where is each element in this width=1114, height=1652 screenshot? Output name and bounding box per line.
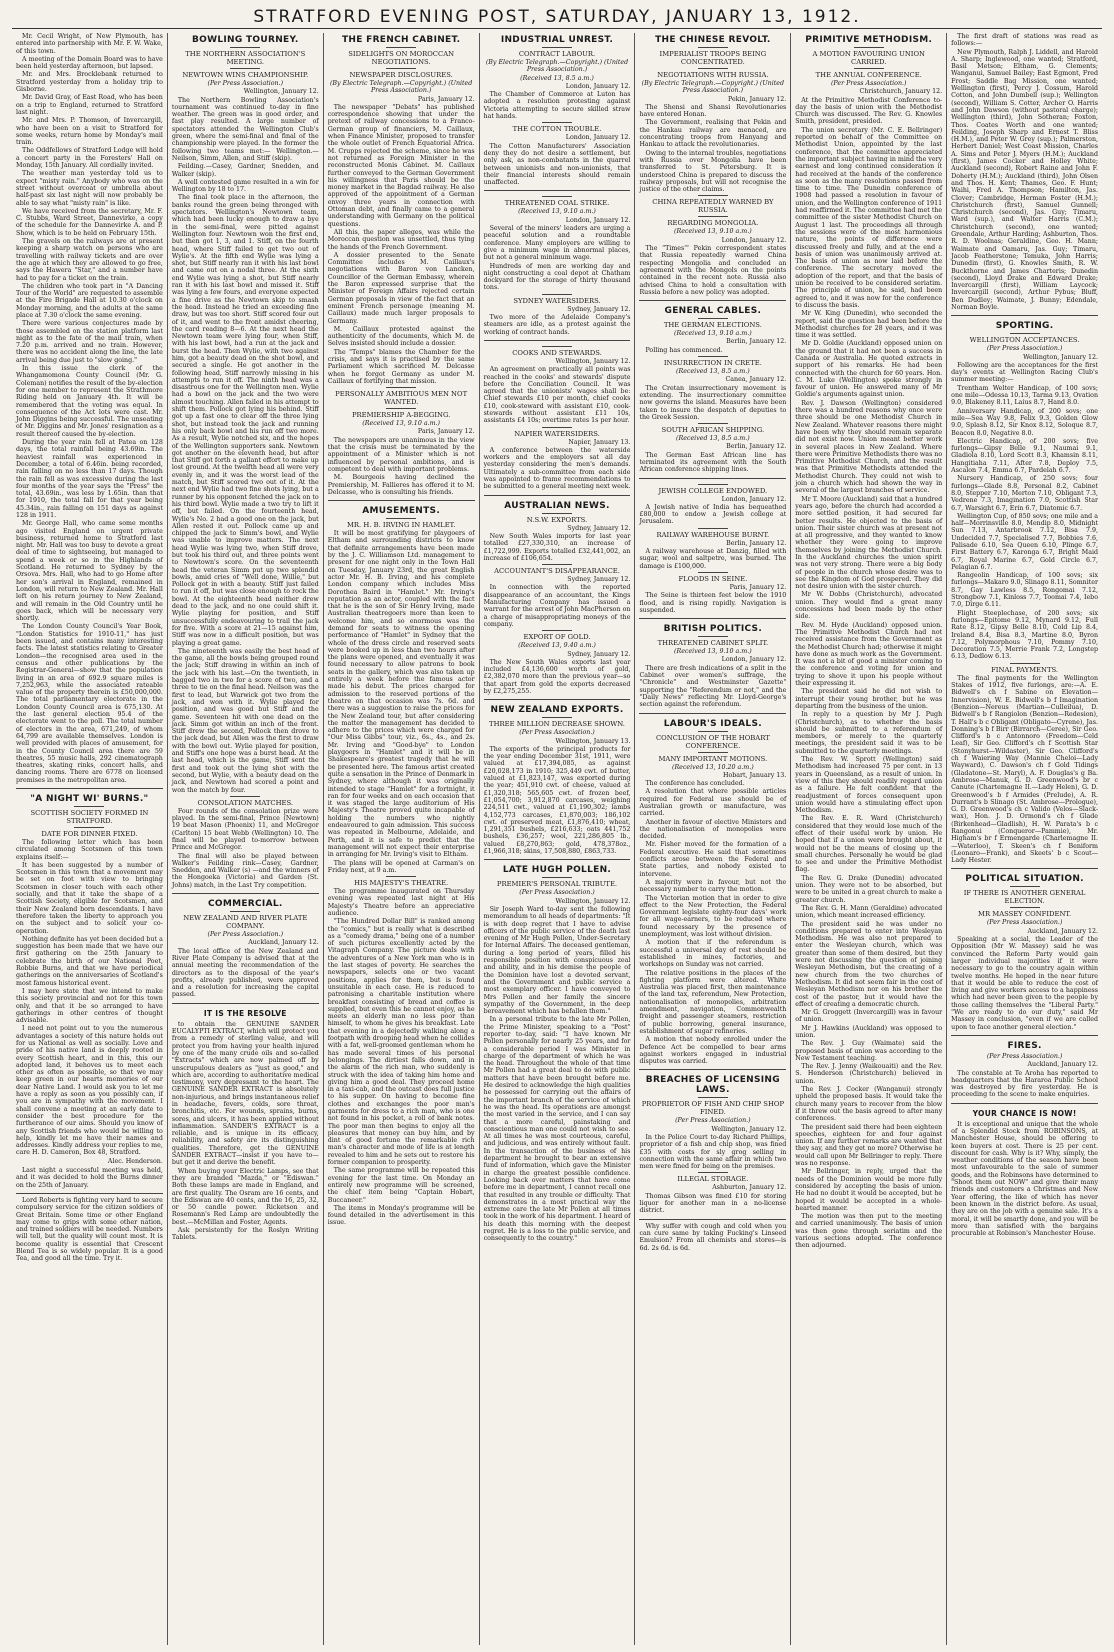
subheadline: THE COTTON TROUBLE. [484,122,631,133]
wire-credit: (Per Press Association.) [519,729,595,737]
subheadline: ILLEGAL STORAGE. [639,1172,786,1183]
dateline: Paris, January 12. [417,428,475,436]
dateline: Sydney, January 12. [567,650,631,658]
paragraph: It is exceptional and unique that the whole of a Splendid Stock from ROBINSONS, at Manchester House, should be offering to keen buyers at cost. There is 25 per cent. discount for cash. Why is it? Why, simply, the weather conditions of the season have been most unfavourable to the sale of summer goods, and the Robinsons have determined to "Shoot them out NOW" and give their many friends and customers a Christmas and New Year offering, the like of which has never been known in the district before. As usual, they are on the job with a genuine sale. It's a moral, it will be smartly done, and you will be more than satisfied with the bargains procurable at Robinson's Manchester House. [951,1120,1099,1238]
paragraph: New South Wales imports for last year totalled £27,330,310, an increase of £1,722,999. Exports totalled £32,441,002, an increase of £106,654. [483,532,631,562]
subheadline: A MOTION FAVOURING UNION CARRIED. [795,47,942,66]
paragraph: The Cotton Manufacturers' Association deny they do not desire a settlement, but only ask, as non-combatants in the quarrel between unionists and non-unionists, that their financial interests should remain unaffected. [483,142,631,187]
subheadline: SYDNEY WATERSIDERS. [484,294,631,305]
paragraph: In reply to a question by Mr J. Pugh (Christchurch), as to whether the basis should be submitted to a referendum of members, or merely to the quarterly meetings, the president said it was to be submitted to the quarterly meetings. [795,711,943,755]
paragraph: In this issue the clerk of the Whangamomona County Council (Mr. G. Coleman) notifies the result of the by-election for one member to represent the Strathmore Riding held on January 4th. It will be remembered that the voting was equal. In consequence of the Act lots were cast. Mr. John Diggins being successful. The unseating of Mr. Diggins and Mr. Jones' resignation as a result thereof caused the by-election. [16,365,163,438]
paragraph: Nursery Handicap, of 250 sovs; four furlongs—Glade 8.8, Personal 8.2, Cabinet 8.0, Stepper 7.10, Merton 7.10, Obligant 7.3, Vedrene 7.3, Imagination 7.0, Scottish Star 6.7, Warsight 6.7, Erin 6.7, Diatomic 6.7. [951,475,1099,512]
wire-credit: (Per Press Association.) [207,931,284,939]
paragraph: Feilding.—Casey, Gardner, Snedden, and Walker (skip). [171,163,319,178]
column-5 [635,33,791,1645]
paragraph: The "Times'" Pekin correspondent states that Russia repeatedly warned China respecting Mongolia and concluded an agreement with the Mongols on the points contained in the recent note. Russia also advised China to hold a consultation with Russia before a new policy was adopted. [639,245,787,296]
dateline: Auckland, January 12. [248,939,319,947]
paragraph: The Rev. G. Drake (Dunedin) advocated union. They were not to be absorbed, but were to be united in a great church to make a greater church. [795,874,943,904]
subheadline: RAILWAY WAREHOUSE BURNT. [639,528,786,539]
subheadline: THREE MILLION DECREASE SHOWN. [484,717,631,728]
wire-credit: (By Electric Telegraph.—Copyright.) (United Press Association.) [329,80,473,95]
subheadline: THE GERMAN ELECTIONS. [639,318,786,329]
paragraph: The constable at Te Aroha has reported to headquarters that the Hararoa Public School was destroyed by fire yesterday. He is proceeding to the scene to make enquiries. [951,1069,1099,1099]
column-6 [791,33,947,1645]
paragraph: Wellington Cup, of 850 sovs; one mile and a half—Morrinsville 8.0, Mendip 8.0, Midnight Sun 7.13, Antarbrook 7.12, Bisa 7.9, Undecided 7.7, Specialised 7.7, Bobbies 7.6, Palisade 6.10, Sea Queen 6.10, Plinge 6.7, First Battery 6.7, Karonga 6.7, Bright Maid 6.7, Royal Marine 6.7, Gold Circle 6.7, Pelagian 6.7. [951,512,1099,571]
dateline: Auckland, January 12. [1027,1061,1099,1069]
paragraph: A meeting of the Domain Board was to have been held yesterday afternoon, but lapsed. [16,55,163,71]
article [484,699,631,855]
dateline: Sydney, January 12. [567,576,631,584]
headline: BREACHES OF LICENSING LAWS. [645,1075,780,1096]
paragraph: The president said he did not wish to interrupt their young brother, but he was departing from the business of the union. [795,688,943,710]
paragraph: There were various conjectures made by those assembled on the station platform last night as to the fate of the mail train, when 7.20 p.m. arrived and no train. However, there was no accident along the line, the late arrival being due just to "slow going." [16,320,163,364]
wire-credit: (By Electric Telegraph.—Copyright.) (United Press Association.) [641,80,785,95]
paragraph: The Rev. J. Cocker (Wanganui) strongly upheld the proposed basis. It would take the church many years to recover from the blow if it threw out the basis agreed to after many conferences. [795,1086,943,1123]
paragraph: A Jewish native of India has bequeathed £80,000 to endow a Jewish college at Jerusalem. [639,503,787,526]
wire-credit: (Received 13, 9.10 a.m.) [674,648,752,656]
subheadline: MANY IMPORTANT MOTIONS. [639,752,786,763]
headline: AUSTRALIAN NEWS. [504,500,610,511]
subheadline: PERSONALLY AMBITIOUS MEN NOT WANTED. [328,387,475,406]
paragraph: The union secretary (Mr. C. E. Bellringer) reported on behalf of the Committee on Methodist Union, appointed by the last conference, that the committee appreciated the important subject having in mind the very earnest and long continued consideration it had received at the hands of the conference as soon as the many resolutions passed from time to time. The Dunedin conference of 1908 had passed a resolution in favour of union, and the Wellington conference of 1911 had reaffirmed it. The committee had met the committee of the sister Methodist Church on August 1 last. The proceedings all through the sessions were of the most harmonious nature, the points of difference were discussed freely and fully, and at the end a basis of union was unanimously arrived at. The basis of union as now laid before the conference. The secretary moved the adoption of the report, and that the basis of union be received to be considered seriatim. The principle of union, he said, had been agreed to, and it was now for the conference to discuss the basis. [795,126,943,309]
signature: Alec. Henderson. [107,1157,163,1165]
paragraph: The Northern Bowling Association's tournament was continued to-day in fine weather. The green was in good order, and fast play resulted. A large number of spectators attended the Wellington Club's green, where the semi-final and final of the championship were played. In the former the following two teams met:— Wellington.—Neilson, Simm, Allen, and Stiff (skip). [171,96,319,162]
wire-credit: (Received 13, 9.10 a.m.) [674,228,752,236]
subheadline: IMPERIALIST TROOPS BEING CONCENTRATED. [639,47,786,66]
paragraph: A dossier presented to the Senate Committee includes M. Caillaux's negotiations with Baron von Lancken, Councillor of the German Embassy, wherein the Baron expressed surprise that the Minister of Foreign Affairs rejected certain German proposals in view of the fact that an eminent French personage (meaning M. Caillaux) made much larger proposals to Germany. [327,251,475,325]
dateline: Berlin, January 12. [726,338,787,346]
paragraph: Sir Joseph Ward to-day sent the following memorandum to all heads of departments: "It is with deep regret that I have to advise officers of the public service of the death last evening of Mr Hugh Pollen, Under-Secretary for Internal Affairs. The deceased gentleman, during a long period of years, filled his responsible position with conspicuous zeal and ability, and in his demise the people of the Dominion have lost a devoted servant, and the Government and public service a most exemplary officer. I have conveyed to Mrs Pollen and her family the sincere sympathy of the Government, in the deep bereavement which has befallen them." [483,905,631,1016]
paragraph: The German East African line has terminated its agreement with the South African conference shipping lines. [639,451,787,474]
article [16,1193,163,1263]
subheadline: HIS MAJESTY'S THEATRE. [328,876,475,887]
wire-credit: (Per Press Association.) [830,80,907,87]
dateline: Wellington, January 12. [555,897,631,905]
headline: COMMERCIAL. [207,899,283,910]
paragraph: Rev. J. Dawson (Wellington) considered there was a hundred reasons why once were three should be one Methodist Church in New Zealand. Whatever reasons there might have been why they should remain separate did not exist now. Union meant better work in several places in New Zealand. Where there were Primitive Methodists there was no Primitive Methodist Church, and the result was that Primitive Methodists attended the Methodist Church. They could not wish to join a church which had shown the way in several of the largest branches of service. [795,399,943,495]
subheadline: FINAL PAYMENTS. [951,663,1098,674]
paragraph: Nothing definite has yet been decided but a suggestion has been made that we have our first gathering on the 25th January to celebrate the birth of our National Poet, Robbie Burns, and that we have periodical gatherings on the anniversaries of Scotland's most famous historical event. [16,935,163,987]
masthead: STRATFORD EVENING POST, SATURDAY, JANUARY 13, 1912. [12,6,1102,29]
subheadline: THE NORTHERN ASSOCIATION'S MEETING. [172,47,319,66]
paragraph: The New South Wales exports last year included £4,136,600 worth of gold, £2,382,070 more than the previous year—so that apart from gold the exports decreased by £2,275,255. [483,658,631,695]
headline: YOUR CHANCE IS NOW! [972,1108,1077,1118]
column-3 [324,33,480,1645]
paragraph: Mr G. Groggett (Invercargill) was in favour of union. [795,1009,943,1024]
article [951,33,1098,311]
paragraph: Why suffer with cough and cold when you can cure same by taking Fucking's Linseed Emulsion? From all chemists and stores—is 6d. 2s 6d. is 6d. [639,1222,787,1252]
subheadline: SCOTTISH SOCIETY FORMED IN STRATFORD. [16,806,163,825]
subheadline: CONCLUSION OF THE HOBART CONFERENCE. [639,731,786,750]
subheadline: NEGOTIATIONS WITH RUSSIA. [639,68,786,79]
dateline: London, January 12. [721,495,787,503]
article [484,340,631,491]
paragraph: I may here state that we intend to make this society provincial and not for this town only, and that it be so arranged to have gatherings in other centres of thought advisable. [16,987,163,1025]
paragraph: Anniversary Handicap, of 200 sovs; one mile—Sea Way 9.8, Felix 9.3, Golden Glow 9.0, Splash 8.12, Sir Knox 8.12, Soloque 8.7, Beacon 8.0, Negative 8.0. [951,407,1099,437]
paragraph: The Chamber of Commerce at Luton has adopted a resolution protesting against Victoria attempting to secure skilled straw hat hands. [483,91,631,121]
subheadline: FLOODS IN SEINE. [639,572,786,583]
paragraph: An agreement on practically all points was reached in the cooks' and stewards' dispute before the Conciliation Council. It was agreed that the unionists' wages shall be: Chief stewards £10 per month, chief cooks £10, cook-steward with assistant £10, cook-stewards without assistant £11 10s, assistants £4 10s; overtime rates 1s per hour. [483,366,631,425]
paragraph: In the Police Court to-day Richard Phillips, proprietor of a fish and chip shop, was fined £35 with costs for sly grog selling in connection with the same affair in which two men were fined for being on the premises. [639,1133,787,1171]
paragraph: Mr. Fisher moved for the formation of a Federal executive. He said that sometimes conflicts arose between the Federal and State parties, and nobody existed to intervene. [639,841,787,878]
paragraph: Trentham Welter Handicap, of 100 sovs; one mile—Odessa 10.13, Tarma 9.13, Ovation 9.0, Blakeney 8.11, Laius 8.7, Hand 8.0. [951,384,1099,407]
paragraph: The Seine is thirteen feet below the 1910 flood, and is rising rapidly. Navigation is suspended. [639,592,787,614]
article [951,315,1098,864]
headline: SPORTING. [995,321,1054,332]
dateline: Napier, January 13. [568,438,631,446]
paragraph: Rangeolin Handicap, of 100 sovs; six furlongs—Makaro 9.0, Slinago 8.11, Somniter 8.7, Gay Lawless 8.5, Rongomai 7.12, Strongbow 7.1, Kinloss 7.7, Toomai 7.4, Iebo 7.0, Dirge 6.11. [951,572,1099,609]
dateline: Christchurch, January 12. [859,88,943,96]
wire-credit: (Per Press Association.) [986,919,1063,927]
wire-credit: (Per Press Association.) [675,1117,751,1125]
paragraph: Mr. Cecil Wright, of New Plymouth, has entered into partnership with Mr. F. W. Wake, of this town. [16,33,163,55]
paragraph: The Shensi and Shansi Revolutionaries have entered Honan. [639,103,787,119]
subheadline: DATE FOR DINNER FIXED. [16,827,163,838]
headline: LABOUR'S IDEALS. [663,718,762,729]
subheadline: PREMIERSHIP A-BEGGING. [328,408,475,419]
headline: BRITISH POLITICS. [663,624,763,635]
paragraph: New Plymouth, Ralph J. Liddell, and Harold A. Sharp; Inglewood, one wanted; Stratford, Basil Metson; Eltham, G. Clements; Wanganui, Samuel Bailey; East Egmont, Fred Frost; Saddle Bag Mission, one wanted; Wellington (first), Percy J. Cossum, Harold Cotton, and John Dumbell (sup.); Wellington (second), William S. Cotter, Archer O. Harris and John Dawson (without pastoral charge); Wellington (third), John Sotheran; Foxton, Thos. Coates Worth and one wanted; Feilding, Joseph Sharp and Ernest T. Bliss (H.M.), and Peter W. Grey (sup.); Palmerston, Herbert Daniel; West Coast Mission, Charles A. Sims and Peter J. Myers (H.M.); Auckland (first), James Cocker and Holley White; Auckland (second), Robert Raine and John F. Doherty (H.M.); Auckland (third), John Olsen and Thos. H. Kent; Thames, Geo. F. Hunt; Waihi, Fred A. Thompson; Hamilton, Jas. Clover; Cambridge, Herman Foster (H.M.); Christchurch (first), Samuel Gunnell; Christchurch (second), Jas. Guy; Timaru, Ward (sup.), and Walter Harris (C.M.); Christchurch (second), one wanted; Greendale, Arthur Harding; Ashburton, Thos. R. D. Woolnas; Geraldine, Geo. H. Mann; Waimate and Oamaru, Jas. Guy; Timaru, Jacob Featherstone; Temuka, John Harris; Dunedin (first), G. Knowles Smith, R. W. Buckthorne and James Charteris; Dunedin (second), Lloyd Drake and Edward Drake; Invercargill (first), William Laycock; Invercargill (second), Arthur Pybus; Bluff, Ben Dudley; Waimate, J. Bunny; Edendale, Norman Boyle. [951,48,1099,311]
dateline: Berlin, January 12. [726,539,787,547]
paragraph: The London County Council's Year Book, "London Statistics for 1910-11," has just been issued, and contains many interesting facts. The latest statistics relating to Greater London—the recognised area used in the census and other publications by the Registrar-General—show that the population living in an area of 692.9 square miles is 7,252,963, while the associated rateable value of the property therein is £50,000,000. The total parliamentary electorate in the London County Council area is 675,130. At the last general election 95.4 of the electorate went to the poll. The total number of electors in the area, 671,249, of whom 64,799 are available themselves. London is well provided with places of amusement, for in the County Council area there are 59 theatres, 55 music halls, 292 cinematograph theatres, skating rinks, concert halls, and dancing rooms. There are 6778 on licensed premises in the metropolitan area. [16,623,163,784]
wire-credit: (Received 13, 10.20 a.m.) [671,763,754,771]
paragraph: Mr. David Gray, of East Road, who has been on a trip to England, returned to Stratford last night. [16,94,163,116]
paragraph: A conference between the waterside workers and the employers sat all day yesterday considering the men's demands. Ultimately a sub-committee from each side was appointed to frame recommendations to be submitted to a general meeting next week. [483,446,631,491]
article [484,859,631,1242]
paragraph: The nineteenth was easily the best head of the game, all the bowls being grouped round the jack; Stiff drawing in within an inch of the jack with his last.—On the twentieth, in bagged two in two for a score of two, and a three to tie on the final head. Neilson was the first to lead, but Warwick got two from the jack, and won with it. Wylie played for position, and was good but Stiff and the game. Seventeen hit with one dead on the jack. Simm got within an inch of the front. Stiff drew the second, Pollock then drove to the jack dead, but Allen was the first to draw with the bowl out. Wylie played for position, and Stiff's one hope was a burst head. At the last head, which is the game, Stiff sent the first and took out the lying shot with the second, but Wylie, with a beauty dead on the jack, and Newtown had scored a point and won the match by four. [171,647,319,794]
subheadline: ACCOUNTANT'S DISAPPEARANCE. [484,564,631,575]
subheadline: CHINA REPEATEDLY WARNED BY RUSSIA. [639,195,786,214]
subheadline: PREMIER'S PERSONAL TRIBUTE. [484,877,631,888]
paragraph: Mr T. Moore (Auckland) said that a hundred years ago, before the church had accorded a more settled position, it had secured far better results. He objected to the basis of union. Their sister church was at present not at all progressive, and they wanted to know whether they were going to improve themselves by joining the Methodist Church. In the Auckland churches the union spirit was not very strong. There were a big body of people in the church whose desire was to see the Kingdom of God prospered. They did not desire union with the sister church. [795,495,943,591]
paragraph: The newspaper "Debats" has published correspondence showing that under the pretext of railway concessions to a Franco-German group of financiers, M. Caillaux, when Finance Minister, proposed to transfer the whole outlet of French Equatorial Africa. M. Crupps rejected the scheme, since he was not returned as Foreign Minister in the reconstructed Monis Cabinet. M. Caillaux further conveyed to the German Government his willingness that Paris should be the money market in the Bagdad railway. He also approved of the appointment of a German envoy three years in connection with Ottoman debt, and finally came to a general understanding with Germany on the political questions. [327,103,475,228]
paragraph: The following letter which has been circulated among Scotsmen of this town explains itself:— [16,838,163,861]
subheadline: NAPIER WATERSIDERS. [484,427,631,438]
paragraph: In a personal tribute to the late Mr Pollen, the Prime Minister, speaking to a "Post" reporter to-day, said: "I have known Mr Pollen personally for nearly 25 years, and for a considerable period I was Minister in charge of the department of which he was the head. Throughout the whole of that time Mr Pollen had a great deal to do with public matters that have been brought before me. He desired to acknowledge the high qualities he possessed for carrying out the affairs of the important branch of the service of which he was the head. Its operations are amongst the most varied in the service, and I can say that a more careful, painstaking and conscientious man one could not wish to see. At all times he was most courteous, careful, and judicious, and was entirely without fault. In the transaction of the business of his department he brought to bear an extensive fund of information, which gave the Minister in charge the greatest possible confidence. Looking back over matters that have come before me in department, I cannot recall one that resulted in any trouble or difficulty. That demonstrates in a most practical way the extreme care the late Mr Pollen at all times took in the work of his department. I heard of his death this morning with the deepest regret. He is a loss to the public service, and consequently to the country." [483,1016,631,1243]
paragraph: It has been suggested by a number of Scotsmen in this town that a movement may be set on foot with view to bringing Scotsmen in closer touch with each other socially, and that it take the shape of a Scottish Society, eligible for Scotsmen, and their New Zealand born descendants. I have therefore taken the liberty to approach you on the subject and to solicit your co-operation. [16,861,163,935]
article [639,618,786,708]
column-7 [947,33,1102,1645]
dateline: Paris, January 12. [729,583,787,591]
wire-credit: (Received 13, 8.5 a.m.) [676,435,750,443]
dateline: Canea, January 12. [725,376,787,384]
article [951,868,1098,1030]
dateline: Wellington, January 12. [243,88,319,96]
paragraph: The children who took part in "A Dancing Tour of the World" are requested to assemble at the Fire Brigade Hall at 10.30 o'clock on Monday morning, and the adults at the same place at 7.30 o'clock the same evening. [16,282,163,319]
paragraph: Speaking at a social, the Leader of the Opposition (Mr W. Massey) said he was convinced the Reform Party would gain larger individual majorities if it were necessary to go to the country again within twelve months. He hoped in the near future that it would be able to reduce the cost of living and give workers access to a happiness which had never been given to the people by those calling themselves the "Liberal Party." "We are ready to do our duty," said Mr Massey in conclusion, "even if we are called upon to face another general election." [951,936,1099,1031]
article [16,33,163,784]
paragraph: Several of the miners' leaders are urging a peaceful solution and a roundtable conference. Many employers are willing to give a minimum wage in abnormal places, but not a general minimum wage. [483,225,631,262]
paragraph: The Cretan insurrectionary movement is extending. The insurrectionary committee now governs the island. Measures have been taken to insure the despatch of deputies to the Greek Session. [639,384,787,421]
wire-credit: (Received 13, 9.10 a.m.) [518,208,596,216]
subheadline: NEWTOWN WINS CHAMPIONSHIP. [172,68,319,79]
paragraph: "The Hundred Dollar Bill" is ranked among the "comics," but is really what is described as a "comedy drama," being one of a number of such pictures excellently acted by the Vitagraph Company. The picture deals with the adventures of a New York man who is in the last stages of poverty. He searches the newspapers, selects one or two vacant positions, applies for them, but is found unsuitable in each case. He is reduced to patronising a charitable institution where breakfast consisting of bread and coffee is supplied, but even this he cannot enjoy, as he meets an elderly man no less poor than himself, to whom he gives his breakfast. Late that evening in a dejectedly walking along a footpath with drooping head when he collides with a fat, well-groomed gentleman whom he has made several times of his personal belongings. The dirtiest falls down, and in the alarm of the rich man, who suddenly is struck with the idea of taking him home and giving him a good deal. They proceed home in a taxi-cab, and the outcast does full justice to his supper. On having to become fine clothes and exchanges the poor man's garments for dress to a rich man, who is one not found in his pocket, a roll of bank notes. The poor man then begins to enjoy all the pleasures that money can buy him, and by dint of good fortune the remarkable rich man's character and mode of life is at length revealed to him and he sets out to restore his former companion to prosperity. [327,918,475,1167]
paragraph: I need not point out to you the numerous advantages a society of this nature holds out for us National as well as socially. Love and pride of his native land is deeply rooted in every Scottish heart, and in this, this our adopted land, it behoves us to meet each other as often as possible, so that we may keep green in our hearts memories of our dear Native Land. I would ask you to let me have a reply as soon as you possibly can, if you are in sympathy with the movement. I shall convene a meeting at an early date to consider the best procedure for the furtherance of our aims. Should you know of any Scottish friends who would be willing to help, kindly let me have their names and addresses. Kindly address your replies to me, care H. D. Cameron, Box 48, Stratford. [16,1025,163,1157]
paragraph: M. Bourgeois having declined the Premiership, M. Fallieres has offered it to M. Delcasse, who is consulting his friends. [327,474,475,496]
headline: "A NIGHT WI' BURNS." [30,793,149,804]
dateline: Hobart, January 13. [722,771,787,779]
dateline: Wellington, January 12. [1023,353,1099,361]
subheadline: MR MASSEY CONFIDENT. [951,907,1098,918]
paragraph: The plans will be opened at Carman's on Friday next, at 9 a.m. [327,859,475,874]
dateline: Paris, January 12. [417,95,475,103]
paragraph: The final took place in the afternoon, the banks round the green being thronged with spectators. Wellington's Newtown team, which had been lucky enough to draw a bye in the semi-final, were pitted against Wellington four. Newtown won the first end, but then got 1, 3, and 1. Stiff, on the fourth head, where Stiff failed to get two out of Wylie's. At the fifth end Wylie was lying a shot, but Stiff nearly ran it with his last bowl and came out on a nodal three. At the sixth end Wylie was lying a shot, but Stiff nearly ran it with his last bowl and missed it. Stiff was lying a few fours, and everyone expected a fine drive as the Newtown skip to smash the head. Instead he tried an exceeding fine draw, but was too short. Stiff scored four out of it, and went to the front amidst cheering, the card reading 8—6. At the next head the Newtown team were lying four, when Stiff, with his last bowl, had a run at the jack and burst the head. Then Wylie, with two against him, got a beauty dead on the shot bowl, and secured a single. He got another in the following head, Stiff narrowly missing in his attempts to run it off. The ninth head was a disastrous one for the Wellington men. Wylie had a bowl on the jack and the two were almost touching. Allen failed in his attempt to shift them. Pollock got lying his behind. Stiff got up a fast one to clear off the three lying shot, but instead took the jack and running his only back bowl and his run off two more. As a result, Wylie notched six, and the hopes of the Wellington supporters sank. Newtown got another on the eleventh head, but after that Stiff got forth a gallant effort to make up lost ground. At the twelfth head all were very evenly in, and it was the worst lead of the match, but Stiff scored two out of it. At the next end Wylie had two fine shots lying, but a runner by his opponent fetched the jack on to his third bowl. Wylie made a two try to lift it off, but failed. On the fourteenth head, Wylie's No. 2 had a good one on the jack, but Allen rested it out. Pollock came up and chipped the jack to Simm's bowl, and Wylie was unable to improve matters. The next head Wylie was lying two, when Stiff drove, but took his third out, and three points went to Newtown's score. On the seventeenth head the veteran Simm put up two splendid bowls, amid cries of "Well done, Willie," but Pollock got in with a beauty. Stiff just failed to run it off, but was close enough to rock the bowl. At the eighteenth head neither drew dead to the jack, and no one could shift it. Wylie playing for position, and Stiff unsuccessfully endeavouring to trail the jack for five. With a score at 21—15 against him, Stiff was now in a difficult position, but was playing a great game. [171,194,319,647]
dateline: Wellington, January 12. [711,1125,787,1133]
dateline: London, January 12. [565,134,631,142]
article [639,1069,786,1214]
article [639,478,786,615]
paragraph: The Rev. G. H. Mann (Geraldine) advocated union, which meant increased efficiency. [795,904,943,920]
paragraph: Polling has commenced. [645,346,723,354]
paragraph: Flight Steeplechase, of 200 sovs; six furlongs—Epitome 9.12, Mynard 9.12, Full Rate 8.12, Gipsy Belle 8.10, Cold Lip 8.4, Ireland 8.4, Bisa 8.3, Martine 8.0, Byron 7.12, Polymorphous 7.10, Pommy 7.10, Decoration 7.5, Merrie Frank 7.2, Longstep 6.13, Dedlow 6.13. [951,609,1099,661]
paragraph: A railway warehouse at Danzig, filled with sugar, wool and saltpetre, was burned. The damage is £100,000. [639,548,787,570]
headline: BOWLING TOURNEY. [192,35,299,45]
paragraph: It will be most gratifying for playgoers of Eltham and surrounding districts to know that definite arrangements have been made by the J. C. Williamson Ltd. management to present for one night only in the Town Hall on Tuesday, January 23rd, the great English actor Mr. H. B. Irving, and his complete London company which includes Miss Dorothea Baird in "Hamlet." Mr. Irving's reputation as an actor, coupled with the fact that he is the son of Sir Henry Irving, made Australian theatregoers more than keen to welcome him, and so enormous was the demand for seats to witness the opening performance of "Hamlet" in Sydney that the whole of the dress circle and reserved seats were booked up in less than two hours after the plans were opened, and eventually it was found necessary to allow patrons to book seats in the gallery, which was also taken up entirely a week before the famous actor made his debut. The prices charged for admission to the reserved portions of the theatre on that occasion was 7s. 6d. and there was a suggestion to raise the prices for the New Zealand tour, but after considering the matter the management has decided to adhere to the prices which were charged for "Our Miss Gibbs" tour, viz., 6s., 4s., and 2s. Mr. Irving and "Good-bye" to London playgoers in "Hamlet" and it will be in Shakespeare's greatest tragedy that he will be presented here. The famous artist created quite a sensation in the Prince of Denmark in Sydney, where although it was originally intended to stage "Hamlet" for a fortnight, it ran for four weeks and on each occasion that it was staged the large auditorium of His Majesty's Theatre proved quite incapable of holding the numbers who nightly endeavoured to gain admission. This success was repeated in Melbourne, Adelaide, and Perth, and it is safe to predict that the management will not expect their enterprise in arranging for Mr. Irving's visit to Eltham. [327,530,475,859]
headline: GENERAL CABLES. [664,306,762,317]
headline: THE FRENCH CABINET. [341,35,461,45]
paragraph: Two more of the Adelaide Company's steamers are idle, as a protest against the working of contract hands. [483,314,631,336]
paragraph: Mr. and Mrs. Brocklebank returned to Stratford yesterday from a holiday trip to Gisborne. [16,71,163,94]
article [639,713,786,1066]
advertisement [172,1003,319,1242]
article [328,500,475,1227]
article [795,35,942,1250]
paragraph: All this, the paper alleges, was while the Moroccan question was unsettled, thus tying the hands of the French Government. [327,228,475,251]
paragraph: The Oddfellows of Stratford Lodge will hold a concert party in the Foresters' Hall on Monday, 15th January. All cordially invited. [16,147,163,170]
article [639,35,786,296]
paragraph: The Rev. J. Guy (Waimate) said the proposed basis of union was according to the New Testament teaching. [795,1040,943,1062]
wire-credit: (Received 13, 8.5 a.m.) [676,368,750,376]
paragraph: A well contested game resulted in a win for Wellington by 18 to 17. [171,178,319,194]
paragraph: Four rounds of the consolation prize were played. In the semi-final, Prince (Newtown) 19 beat Mason (Phoenix) 11, and McGregor (Carlton) 15 beat Webb (Wellington) 10. The final will be played to-morrow between Prince and McGregor. [171,807,319,852]
subheadline: COOKS AND STEWARDS. [484,346,631,357]
paragraph: A resolution that where possible articles required for Federal use should be of Australian growth or manufacture, was carried. [639,788,787,818]
paragraph: Last night a successful meeting was held, and it was decided to hold the Burns dinner on the 25th of January. [16,1167,163,1189]
paragraph: The Rev. J. Jenny (Waikouaiti) and the Rev. S. Henderson (Christchurch) believed in union. [795,1063,943,1085]
subheadline: SIDELIGHTS ON MOROCCAN NEGOTIATIONS. [328,47,475,66]
paragraph: Rev. M. Hyde (Auckland) opposed union. The Primitive Methodist Church had not received assistance from the Government as the Methodist Church had; otherwise it might have done as much work as the Government. It was not a bit of good a minister coming to the conference and voting for union and trying to shove it upon his people without their expressing it. [795,621,943,688]
paragraph: Lord Roberts is fighting very hard to secure compulsory service for the citizen soldiers of Great Britain. Some time or other England may come to grips with some other nation, and trained soldiers will be needed. Numbers will tell, but the quality will count most. It is become quality is essential that Crescent Blend Tea is so widely popular. It is a good Tea, and good all the time. Try it. [16,1196,163,1263]
subheadline: N.S.W. EXPORTS. [484,513,631,524]
wire-credit: (By Electric Telegraph.—Copyright.) (United Press Association.) [485,59,629,74]
paragraph: The same programme will be repeated this evening for the last time. On Monday an entirely new programme will be screened, the chief item being "Captain Hobart, Buccaneer." [327,1167,475,1204]
paragraph: Mr W. King (Dunedin), who seconded the report, said the question had been before the Methodist churches for 28 years, and it was time it was settled. [795,310,943,340]
wire-credit: (Per Press Association.) [986,345,1063,353]
paragraph: The president said he was under no conditions prepared to enter into Wesleyan Methodism. He was also not prepared to enter the Wesleyan church, which was greater than some of them desired, but they were not discussing the question of joining Wesleyan Methodism, but the creating of a new church from the two churches of Methodism. It did not seem fair in the cost of Wesleyan Methodism nor on his brother the cost of the pastor, but it would have the effect of creating a democratic church. [795,920,943,1008]
headline: FIRES. [1007,1040,1042,1051]
wire-credit: (Received 13, 9.10 a.m.) [674,330,752,338]
wire-credit: (Per Press Association.) [207,80,284,87]
dateline: London, January 12. [721,236,787,244]
paragraph: The programme inaugurated on Thursday evening was repeated last night at His Majesty's Theatre before an appreciative audience. [327,888,475,917]
headline: AMUSEMENTS. [362,506,441,517]
subheadline: WELLINGTON ACCEPTANCES. [951,333,1098,344]
article [639,300,786,473]
paragraph: The local office of the New Zealand and River Plate Company is advised that at the annual meeting the recommendation of the directors as to the disposal of the year's profits, already published, were approved and a resolution for increasing the capital passed. [171,947,319,999]
dateline: Pekin, January 12. [728,95,787,103]
dateline: Ashburton, January 12. [712,1184,787,1192]
article [484,190,631,335]
subheadline: IF THERE IS ANOTHER GENERAL ELECTION. [951,886,1098,905]
subheadline: PROPRIETOR OF FISH AND CHIP SHOP FINED. [639,1097,786,1116]
paragraph: A motion that if the referendum is successful a universal day of rest should be established in mines, factories, and workshops on Sunday was not carried. [639,939,787,969]
paragraph: Electric Handicap, of 200 sovs; five furlongs—Gipsy Belle 9.1, Naumai 9.1, Gladiola 8.10, Lord Scott 8.3, Khamsin 8.11, Hangitiaha 7.11, After 7.8, Deploy 7.5, Ascalon 7.4, Emma 6.7, Pardelah 6.7. [951,437,1099,475]
subheadline: JEWISH COLLEGE ENDOWED. [639,484,786,495]
paragraph: The newspapers are unanimous in the view that the crisis must be terminated by the appointment of a Minister which is not influenced by personal ambitions, and is competent to deal with important problems. [327,436,475,473]
paragraph: Owing to the internal troubles, negotiations with Russia over Mongolia have been transferred to St. Petersburg. It is understood China is prepared to discuss the railway proposals, but will not recognise the justice of the other claims. [639,149,787,194]
paragraph: The Victorian motion that in order to give effect to the New Protection, the Federal Government legislate eighty-four days' work for all wage-earners, to be reduced where found necessary by the presence of unemployment, was lost without division. [639,894,787,939]
paragraph: to obtain the GENUINE SANDER EUCALYPTI EXTRACT, which will protect you from a remedy of sterling value, and will protect you from having your health injured by one of the many crude oils and so-called "Extracts" which are now palmed off by unscrupulous dealers as "just as good," and which are, according to authoritative medical testimony, very depressant to the heart. The GENUINE SANDER EXTRACT is absolutely non-injurious, and brings instantaneous relief in headache, fevers, colds, sore throat, bronchitis, etc. For wounds, sprains, burns, sores, and ulcers, it has been applied without inflammation. SANDER'S EXTRACT is a reliable, and is unique in its efficacy, reliability, and safety are its distinguishing qualities. Therefore, get the GENUINE SANDER EXTRACT—insist if you have to—but get it and derive the benefit. [171,1020,319,1167]
paragraph: M. Caillaux protested against the authenticity of the documents, which M. de Selves insisted should include a dossier. [327,325,475,348]
dateline: Berlin, January 12. [726,443,787,451]
column-1 [12,33,168,1645]
paragraph: The relative positions in the places of the fighting platform were altered. White Australia was placed first, then maintenance of the land tax, referendum, New Protection, nationalisation of monopolies, arbitration amendment, navigation, Commonwealth freight and passenger steamers, restriction of public borrowing, general insurance, establishment of sugar refineries. [639,969,787,1035]
received-note: (Received 13, 8.5 a.m.) [520,74,594,82]
wire-credit: (Received 13, 9.10 a.m.) [362,420,441,428]
paragraph: Ask persistently for the Roslyn Writing Tablets. [171,1227,319,1242]
paragraph: The Government, realising that Pekin and the Hankau railway are menaced, are concentrating troops from Hanyang and Hankau to attack the revolutionaries. [639,119,787,149]
article [328,35,475,496]
subheadline: THREATENED CABINET SPLIT. [639,636,786,647]
paragraph: A motion that nobody enrolled under the Defence Act be compelled to bear arms against workers engaged in industrial disputes was carried. [639,1036,787,1066]
paragraph: Another in favour of elective Ministers and the nationalisation of monopolies were decided. [639,818,787,841]
paragraph: The Rev. W. Sprott (Wellington) said Methodism had increased 75 per cent. in 13 years in Queensland, as a result of union. In view of this they should readily regard union as a failure. He felt confident that the readjustment of forces consequent upon union would have a stimulating effect upon Methodism. [795,756,943,815]
article [484,495,631,696]
article [172,893,319,999]
subheadline: THE ANNUAL CONFERENCE. [795,68,942,79]
paragraph: The weather man yesterday told us to expect "misty rain." Anybody who was on the street without overcoat or umbrella about half-past six last night will now probably be able to say what "misty rain" is like. [16,170,163,207]
columns [12,33,1102,1645]
paragraph: At the Primitive Methodist Conference to-day the basis of union with the Methodist Church was discussed. The Rev. G. Knowles Smith, president, presided. [795,96,943,126]
subheadline: NEW ZEALAND AND RIVER PLATE COMPANY. [172,911,319,930]
wire-credit: (Per Press Association.) [986,1052,1063,1060]
paragraph: Mr Bellringer, in reply, urged that the needs of the Dominion would be more fully considered by accepting the basis of union. He had no doubt it would be accepted, but he hoped it would be accepted in a whole-hearted manner. [795,1168,943,1212]
paragraph: The conference has concluded. [645,780,745,788]
paragraph: The president said there had been eighteen speeches, eighteen for and four against union. If any further remarks are wanted that they say, and they get no more? Otherwise he would call upon Mr Bellringer to reply. There was no response. [795,1123,943,1168]
paragraph: Mr W. Dobbs (Christchurch), advocated union. They would find a great many concessions had been made by the other side. [795,591,943,621]
paragraph: The first draft of stations was read as follows:— [951,33,1099,48]
paragraph: Following are the acceptances for the first day's events at Wellington Racing Club's summer meeting:— [951,361,1099,384]
subheadline: SOUTH AFRICAN SHIPPING. [639,423,786,434]
subheadline: THREATENED COAL STRIKE. [484,196,631,207]
dateline: London, January 12. [565,82,631,90]
dateline: Sydney, January 12. [567,305,631,313]
subheadline: INSURRECTION IN CRETE. [639,356,786,367]
paragraph: When buying your Electric Lamps, see that they are branded "Mazda," or "Ediswan." Both these lamps are made in England, and are first quality. The Osram are 16 cents, and the Ediswan are 40 cents, and the 16, 25, 32, or 50 candle power. Ricketson and Rosemann's Red Lamp are undoubtedly the best.—McMillan and Foster, Agents. [171,1167,319,1226]
paragraph: Hundreds of men are working day and night constructing a coal depot at Chatham dockyard for the storage of thirty thousand tons. [483,262,631,292]
subheadline: CONTRACT LABOUR. [484,47,631,58]
paragraph: The "Temps" blames the Chamber for the crisis, and says it is practised by the same Parliament which sacrificed M. Delcasse when he forgot Germany as under M. Caillaux of fortifying that mission. [327,348,475,385]
paragraph: The exports of the principal products for the year ending December 31st, 1911, were valued at £17,394,085, as against £20,028,173 in 1910; 325,449 cwt. of butter, valued at £1,823,147, was exported during the year; 451,910 cwt. of cheese, valued at £1,320,318; 565,605 cwt. of frozen beef, £1,054,700; 3,912,870 carcases, weighing 224,511 cwt., valued at £1,190,302; lambs 4,152,773 carcases, £1,870,003; 186,102 cwt. of preserved meat, £1,876,410; wheat, 1,291,351 bushels, £216,633; oats 441,752 bushels, £36,257; wool, 221,286,805 lb., valued £8,270,863; gold, 478,378oz., £1,966,318; skins, 17,508,880, £863,733. [483,745,631,856]
article [172,35,319,889]
headline: INDUSTRIAL UNREST. [500,35,614,45]
headline: THE CHINESE REVOLT. [655,35,771,45]
advertisement [951,1103,1098,1238]
paragraph: Mr. George Hall, who came some months ago visited England on urgent private business, returned home to Stratford last night. Mr. Hall was too busy to devote a great deal of time to sightseeing, but managed to spend a week or so in the Highlands of Scotland. He returned to Sydney by the Orsova. Mrs. Hall, who had to go Home after her son's arrival in England, remained in London, will return to New Zealand. Mr. Hall left on his return journey to New Zealand, and will remain in the Old Country until he goes back, which will be necessary very shortly. [16,520,163,623]
dateline: Sydney, January 12. [567,524,631,532]
paragraph: The Rev. E. R. Ward (Christchurch) considered that they would lose much of the effect of their useful work by union. He hoped that if a union were brought about, it would not be the means of closing up the small churches. Personally he would be glad to see and under the Primitive Methodist flag. [795,815,943,874]
dateline: London, January 12. [565,216,631,224]
paragraph: The gravels on the railways are at present keeping a sharp watch on persons who are travelling with railway tickets and are over the age at which they are allowed to go free, says the Hawera "Star," and a number have had to pay for a ticket on the train. [16,238,163,282]
article [951,1035,1098,1099]
article [639,1219,786,1252]
dateline: London, January 12. [721,656,787,664]
paragraph: In connection with the reported disappearance of an accountant, the Kings Manufacturing Company has issued a warrant for the arrest of John MacPherson on a charge of misappropriating moneys of the company. [483,584,631,628]
paragraph: The final payments for the Wellington Stakes of 1912, five furlongs, are:—A. E. Bidwell's ch f Sabine on Elevation—Innervision), W. E. Bidwell's b f Imagination (Benzion—Nereus (Martian—Culleilua), D. Bidwell's b f Rangiolon (Benzion—Redesion), T. Hall's b c Obligant (Obligato—Cyrene), Jas. Donning's b f Birr (Birrarch—Ceree), Sir Geo. Clifford's b c Antonnoro (Freedom—Celd Leaf), Sir Geo. Clifford's ch f Scottish Star (Stonyhurst—Wildaster), Sir Geo. Clifford's ch f Waiering Way (Mannie Cheloi—Lady Wayward), C. Dawson's ch f Gold Tidings (Gladatone—St. Maryl), A. F. Douglas's g Ba. Ambrose—Manuk, G. D. Greenwood's br c Canute (Chartemagne II.—Lady Helen), G. D. Greenwood's b f Armides (Prelude), A. R. Durrant's b Slinago (St. Ambrose—Prologue), G. D. Greenwood's ch c Valido (Velos—Slack-wax), Hon. J. D. Ormond's ch f Glade (Birkenhead—Gladlish), H. W. Parata's b c Rangonui (Conqueror—Pammie), Mr. Higham's br f Ermengarde (Charlemagne II.—Waterloo), T. Skeen's ch f Beniform (Leonaro—Frank), and Skeets' b c Scout—Lady Hester. [951,674,1099,865]
headline: POLITICAL SITUATION. [965,874,1084,885]
subheadline: CONSOLATION MATCHES. [172,796,319,807]
paragraph: Mr D. Goldie (Auckland) opposed union on the ground that it had not been a success in Canada or Australia. He quoted extracts in support of his remarks. He had been connected with the church for 60 years. Hon. C. M. Luke (Wellington) spoke strongly in favour of union. He answered many of Mr Goldie's arguments against union. [795,340,943,399]
paragraph: A majority were in favour, but not the necessary number to carry the motion. [639,878,787,894]
paragraph: There are fresh indications of a split in the Cabinet over women's suffrage, the "Chronicle" and Westminster Gazette" supporting the "Referendum or not," and the "Daily News" reflecting Mr. Lloyd-George's section against the referendum. [639,664,787,709]
wire-credit: (Received 13, 9.40 a.m.) [518,642,596,650]
article [484,35,631,186]
wire-credit: (Per Press Association.) [519,889,595,897]
column-4 [480,33,636,1645]
headline: NEW ZEALAND EXPORTS. [490,705,624,716]
subheadline: NEWSPAPER DISCLOSURES. [328,68,475,79]
subheadline: MR. H. B. IRVING IN HAMLET. [328,518,475,529]
paragraph: We have received from the secretary, Mr. F. C. Stubbs, Ward Street, Dannevirke, a copy of the schedule for the Dannevirke A. and P. Show, which is to be held on February 15th. [16,207,163,237]
subheadline: REGARDING MONGOLIA. [639,216,786,227]
headline: PRIMITIVE METHODISM. [805,35,933,45]
headline: IT IS THE RESOLVE [203,1008,287,1018]
headline: LATE HUGH POLLEN. [502,865,612,876]
paragraph: The items in Monday's programme will be found detailed in the advertisement in this issue. [327,1204,475,1227]
paragraph: Thomas Gibson was fined £10 for storing liquor for another man in a no-license district. [639,1192,787,1215]
paragraph: During the year rain fell at Patea on 128 days, the total rainfall being 43.69in. The heaviest rainfall was experienced in December, a total of 6.46in. being recorded, rain falling on no less than 17 days. Though the rain fell as was excessive during the last four months of the year says the "Press" the total, 43.69in., was less by 1.65in. than that for 1910, the total fall for that year being 45.34in., rain falling on 151 days as against 128 in 1911. [16,439,163,519]
dateline: Auckland, January 12. [1027,927,1099,935]
paragraph: Mr. and Mrs. P. Thomson, of Invercargill, who have been on a visit to Stratford for some weeks, return home by Monday's mail train. [16,117,163,147]
paragraph: Mr J. Hawkins (Auckland) was opposed to union. [795,1024,943,1039]
column-2 [168,33,324,1645]
paragraph: The final will also be played between Walker's Feilding rink—Casey, Gardner, Snedden, and Walker (s) —and the winners of the Hongoeka (Victoria) and Garden (St. Johns) match, in the Last Try competition. [171,852,319,889]
dateline: Wellington, January 12. [555,357,631,365]
subheadline: EXPORT OF GOLD. [484,630,631,641]
dateline: Wellington, January 13. [555,737,631,745]
paragraph: The motion was then put to the meeting and carried unanimously. The basis of union was then gone through seriatim and the various sections adopted. The conference then adjourned. [795,1213,943,1250]
article [16,788,163,1189]
